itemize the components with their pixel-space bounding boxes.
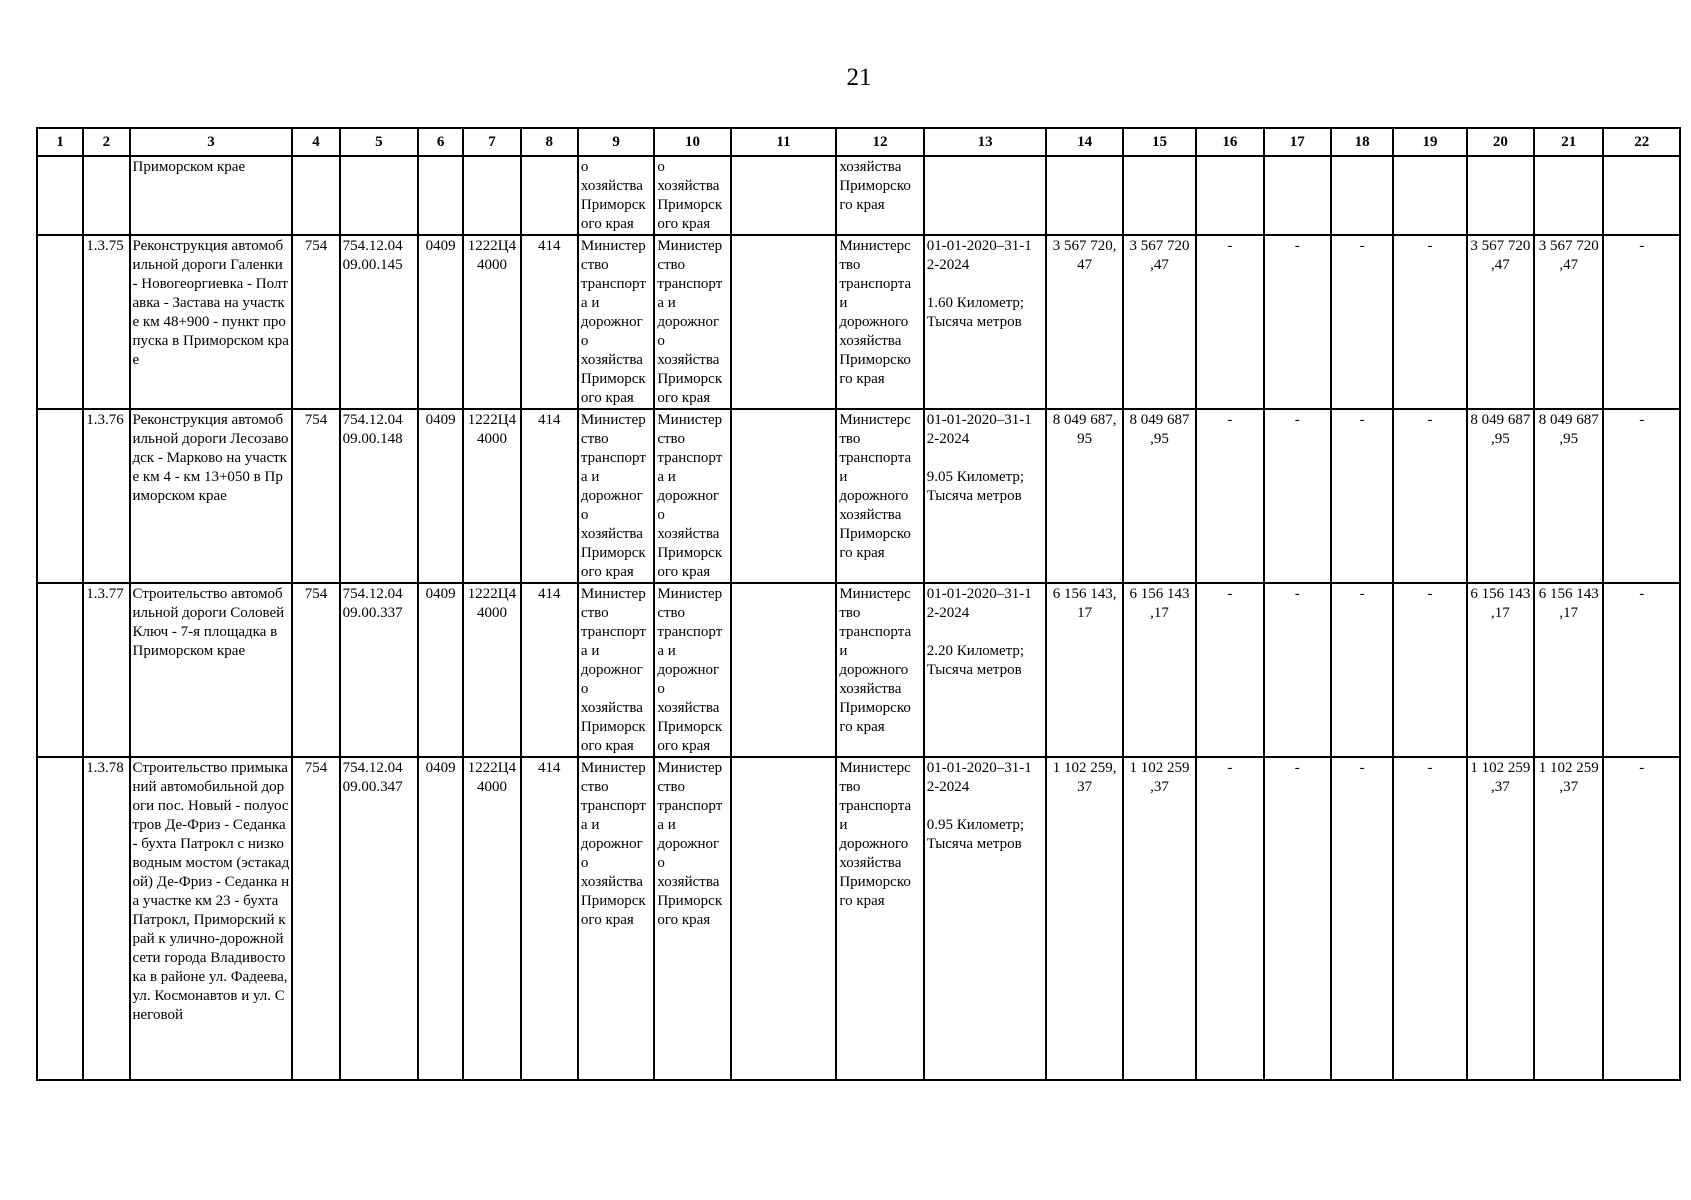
cell-col-10: Министер ство транспорт а и дорожног о хозяйства Приморск ого края [654,583,730,757]
table-row [37,409,1680,583]
cell-col-22: - [1603,583,1680,757]
cell-col-20 [1467,156,1534,235]
cell-col-16 [1196,156,1263,235]
cell-col-11 [731,757,837,1080]
cell-col-21: 8 049 687 ,95 [1534,409,1603,583]
header-row [37,128,1680,156]
cell-col-5: 754.12.04 09.00.148 [340,409,418,583]
cell-col-5 [340,156,418,235]
cell-col-14: 6 156 143, 17 [1046,583,1122,757]
cell-col-11 [731,583,837,757]
cell-col-10: Министер ство транспорт а и дорожног о хозяйства Приморск ого края [654,235,730,409]
cell-col-8: 414 [521,757,578,1080]
cell-col-13: 01-01-2020–31-1 2-2024 9.05 Километр; Тысяча метров [924,409,1047,583]
table-row [37,235,1680,409]
cell-col-9: Министер ство транспорт а и дорожног о хозяйства Приморск ого края [578,409,654,583]
column-header: 1 [37,128,83,156]
cell-col-15 [1123,156,1196,235]
cell-col-5: 754.12.04 09.00.145 [340,235,418,409]
cell-col-18 [1331,156,1393,235]
column-header: 5 [340,128,418,156]
cell-col-4: 754 [292,583,339,757]
cell-col-5: 754.12.04 09.00.347 [340,757,418,1080]
cell-col-12: Министерс тво транспорта и дорожного хозяйства Приморско го края [836,583,923,757]
cell-col-7: 1222Ц4 4000 [463,409,520,583]
column-header: 9 [578,128,654,156]
cell-col-4: 754 [292,409,339,583]
column-header: 4 [292,128,339,156]
cell-col-19 [1393,156,1466,235]
cell-col-1 [37,757,83,1080]
budget-table [36,127,1681,1081]
cell-col-12: Министерс тво транспорта и дорожного хозяйства Приморско го края [836,757,923,1080]
column-header: 2 [83,128,129,156]
cell-col-6: 0409 [418,583,463,757]
table-row [37,156,1680,235]
column-header: 21 [1534,128,1603,156]
cell-col-17: - [1264,583,1331,757]
column-header: 14 [1046,128,1122,156]
cell-col-9: Министер ство транспорт а и дорожног о хозяйства Приморск ого края [578,583,654,757]
cell-col-22: - [1603,409,1680,583]
column-header: 12 [836,128,923,156]
cell-col-2: 1.3.77 [83,583,129,757]
column-header: 7 [463,128,520,156]
cell-col-14: 8 049 687, 95 [1046,409,1122,583]
cell-col-20: 8 049 687 ,95 [1467,409,1534,583]
cell-col-17: - [1264,235,1331,409]
cell-col-21: 1 102 259 ,37 [1534,757,1603,1080]
cell-col-22: - [1603,757,1680,1080]
column-header: 6 [418,128,463,156]
cell-object-name: Приморском крае [130,156,293,235]
cell-col-7 [463,156,520,235]
cell-col-20: 3 567 720 ,47 [1467,235,1534,409]
cell-col-9: о хозяйства Приморск ого края [578,156,654,235]
column-header: 18 [1331,128,1393,156]
cell-col-2 [83,156,129,235]
cell-col-6: 0409 [418,235,463,409]
cell-col-13: 01-01-2020–31-1 2-2024 1.60 Километр; Тысяча метров [924,235,1047,409]
cell-col-22: - [1603,235,1680,409]
cell-col-19: - [1393,583,1466,757]
cell-col-8: 414 [521,583,578,757]
cell-col-13 [924,156,1047,235]
cell-col-20: 6 156 143 ,17 [1467,583,1534,757]
cell-col-17: - [1264,409,1331,583]
cell-col-2: 1.3.76 [83,409,129,583]
cell-object-name: Реконструкция автомобильной дороги Лесозаводск - Марково на участке км 4 - км 13+050 в Приморском крае [130,409,293,583]
cell-col-7: 1222Ц4 4000 [463,583,520,757]
cell-col-2: 1.3.75 [83,235,129,409]
cell-col-8: 414 [521,235,578,409]
cell-col-21: 3 567 720 ,47 [1534,235,1603,409]
cell-object-name: Реконструкция автомобильной дороги Галенки - Новогеоргиевка - Полтавка - Застава на участке км 48+900 - пункт пропуска в Приморском крае [130,235,293,409]
cell-col-16: - [1196,583,1263,757]
cell-col-13: 01-01-2020–31-1 2-2024 0.95 Километр; Тысяча метров [924,757,1047,1080]
cell-col-11 [731,409,837,583]
cell-col-19: - [1393,409,1466,583]
column-header: 11 [731,128,837,156]
column-header: 17 [1264,128,1331,156]
cell-col-18: - [1331,235,1393,409]
page-number: 21 [846,64,872,91]
cell-col-7: 1222Ц4 4000 [463,757,520,1080]
cell-col-15: 6 156 143 ,17 [1123,583,1196,757]
cell-col-9: Министер ство транспорт а и дорожног о хозяйства Приморск ого края [578,235,654,409]
cell-col-4: 754 [292,757,339,1080]
cell-col-9: Министер ство транспорт а и дорожног о хозяйства Приморск ого края [578,757,654,1080]
cell-col-1 [37,409,83,583]
cell-col-16: - [1196,757,1263,1080]
cell-col-12: хозяйства Приморско го края [836,156,923,235]
cell-col-2: 1.3.78 [83,757,129,1080]
column-header: 20 [1467,128,1534,156]
column-header: 19 [1393,128,1466,156]
cell-col-14 [1046,156,1122,235]
column-header: 22 [1603,128,1680,156]
cell-col-4 [292,156,339,235]
cell-col-15: 8 049 687 ,95 [1123,409,1196,583]
cell-col-21 [1534,156,1603,235]
cell-col-10: о хозяйства Приморск ого края [654,156,730,235]
cell-col-11 [731,235,837,409]
cell-col-22 [1603,156,1680,235]
cell-col-7: 1222Ц4 4000 [463,235,520,409]
cell-col-4: 754 [292,235,339,409]
column-header: 15 [1123,128,1196,156]
cell-col-12: Министерс тво транспорта и дорожного хозяйства Приморско го края [836,235,923,409]
cell-col-6: 0409 [418,409,463,583]
cell-col-19: - [1393,235,1466,409]
cell-col-16: - [1196,409,1263,583]
cell-col-8: 414 [521,409,578,583]
cell-col-14: 1 102 259, 37 [1046,757,1122,1080]
cell-col-13: 01-01-2020–31-1 2-2024 2.20 Километр; Тысяча метров [924,583,1047,757]
cell-col-10: Министер ство транспорт а и дорожног о хозяйства Приморск ого края [654,409,730,583]
cell-col-10: Министер ство транспорт а и дорожног о хозяйства Приморск ого края [654,757,730,1080]
cell-col-12: Министерс тво транспорта и дорожного хозяйства Приморско го края [836,409,923,583]
cell-col-1 [37,235,83,409]
cell-col-16: - [1196,235,1263,409]
cell-col-1 [37,583,83,757]
cell-col-6 [418,156,463,235]
cell-col-5: 754.12.04 09.00.337 [340,583,418,757]
cell-col-18: - [1331,583,1393,757]
cell-col-17 [1264,156,1331,235]
cell-col-11 [731,156,837,235]
cell-col-21: 6 156 143 ,17 [1534,583,1603,757]
cell-col-8 [521,156,578,235]
column-header: 10 [654,128,730,156]
cell-col-14: 3 567 720, 47 [1046,235,1122,409]
cell-col-15: 1 102 259 ,37 [1123,757,1196,1080]
column-header: 8 [521,128,578,156]
cell-object-name: Строительство примыканий автомобильной дороги пос. Новый - полуостров Де-Фриз - Седанка - бухта Патрокл с низководным мостом (эстакадой) Де-Фриз - Седанка на участке км 23 - бухта Патрокл, Приморский край к улично-дорожной сети города Владивостока в районе ул. Фадеева, ул. Космонавтов и ул. Снеговой [130,757,293,1080]
cell-col-1 [37,156,83,235]
cell-col-19: - [1393,757,1466,1080]
cell-col-20: 1 102 259 ,37 [1467,757,1534,1080]
table-row [37,757,1680,1080]
cell-object-name: Строительство автомобильной дороги Соловей Ключ - 7-я площадка в Приморском крае [130,583,293,757]
cell-col-18: - [1331,409,1393,583]
column-header: 16 [1196,128,1263,156]
cell-col-17: - [1264,757,1331,1080]
column-header: 13 [924,128,1047,156]
cell-col-18: - [1331,757,1393,1080]
cell-col-15: 3 567 720 ,47 [1123,235,1196,409]
table-row [37,583,1680,757]
cell-col-6: 0409 [418,757,463,1080]
column-header: 3 [130,128,293,156]
